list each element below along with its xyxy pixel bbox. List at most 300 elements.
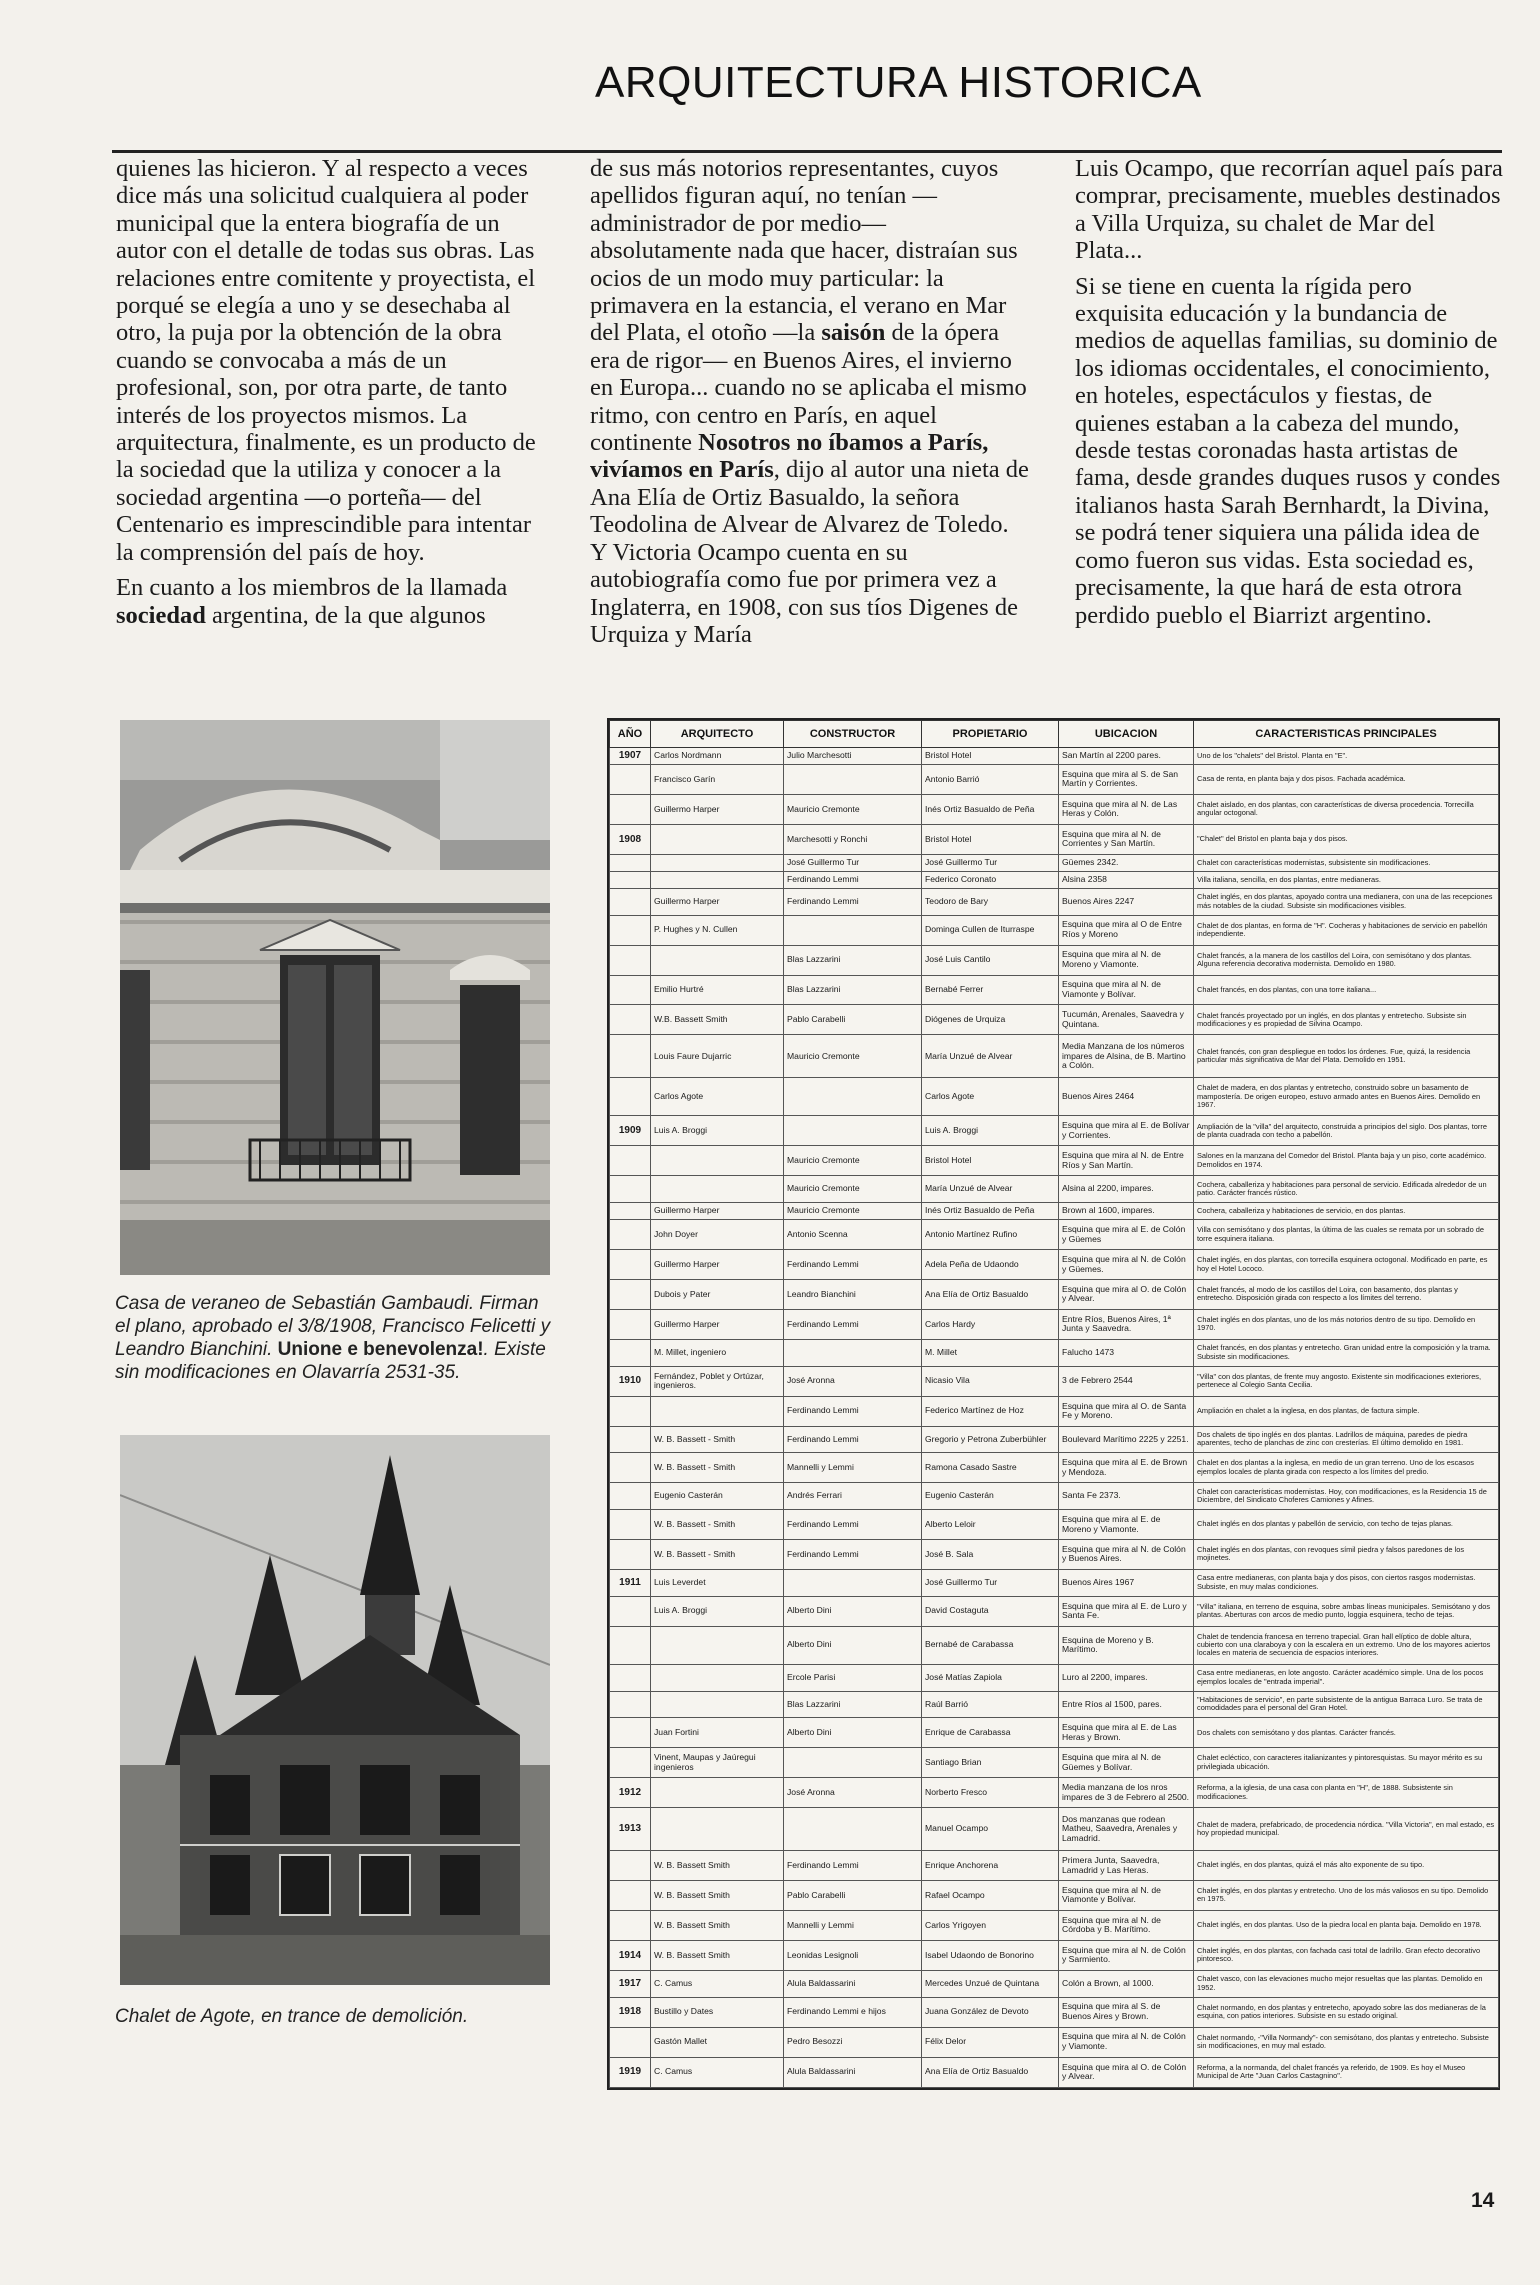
location-cell: Esquina que mira al N. de Güemes y Bolívar. (1059, 1748, 1194, 1778)
architect-cell (651, 1176, 784, 1203)
location-cell: 3 de Febrero 2544 (1059, 1366, 1194, 1396)
builder-cell: Marchesotti y Ronchi (784, 824, 922, 854)
paragraph: Si se tiene en cuenta la rígida pero exquisita educación y la bundancia de medios de aquellas familias, su dominio de los idiomas occidentales, el conocimiento, en hoteles, espectáculos y fiestas, de quienes estaban a la cabeza del mundo, desde testas coronadas hasta artistas de fama, desde grandes duques rusos y condes italianos hasta Sarah Bernhardt, la Divina, se podrá tener siquiera una pálida idea de como fueron sus vidas. Esta sociedad es, precisamente, la que hará de esta otrora perdido pueblo el Biarrizt argentino. (1075, 272, 1501, 629)
builder-cell: Blas Lazzarini (784, 945, 922, 975)
year-cell (610, 765, 651, 795)
owner-cell: David Costaguta (922, 1596, 1059, 1626)
year-cell (610, 1664, 651, 1691)
builder-cell: Alberto Dini (784, 1596, 922, 1626)
location-cell: Brown al 1600, impares. (1059, 1203, 1194, 1220)
features-cell: Chalet inglés, en dos plantas y entretecho. Uno de los más valiosos en su tipo. Demolido en 1975. (1194, 1880, 1499, 1910)
builder-cell: Mauricio Cremonte (784, 794, 922, 824)
table-row (610, 1596, 1499, 1626)
architect-cell: Guillermo Harper (651, 1250, 784, 1280)
location-cell: Luro al 2200, impares. (1059, 1664, 1194, 1691)
owner-cell: Bernabé de Carabassa (922, 1626, 1059, 1664)
year-cell (610, 854, 651, 871)
builder-cell (784, 915, 922, 945)
year-cell (610, 1880, 651, 1910)
architect-cell: Carlos Nordmann (651, 748, 784, 765)
year-cell (610, 1910, 651, 1940)
year-cell (610, 794, 651, 824)
owner-cell: Adela Peña de Udaondo (922, 1250, 1059, 1280)
table-row (610, 1748, 1499, 1778)
builder-cell (784, 1339, 922, 1366)
table-row (610, 1250, 1499, 1280)
owner-cell: Inés Ortiz Basualdo de Peña (922, 794, 1059, 824)
paragraph: quienes las hicieron. Y al respecto a veces dice más una solicitud cualquiera al poder municipal que la entera biografía de un autor con el detalle de todas sus obras. Las relaciones entre comitente y proyectista, el porqué se elegía a uno y se desechaba al otro, la puja por la obtención de la obra cuando se convocaba a más de un profesional, son, por otra parte, de tanto interés de los proyectos mismos. La arquitectura, finalmente, es un producto de la sociedad que la utiliza y conocer a la sociedad argentina —o porteña— del Centenario es imprescindible para intentar la comprensión del país de hoy. (116, 155, 536, 566)
year-cell (610, 1220, 651, 1250)
table-row (610, 1569, 1499, 1596)
architect-cell (651, 945, 784, 975)
table-row (610, 1808, 1499, 1851)
builder-cell: Blas Lazzarini (784, 1691, 922, 1718)
owner-cell: Alberto Leloir (922, 1510, 1059, 1540)
builder-cell (784, 765, 922, 795)
table-row (610, 1203, 1499, 1220)
features-cell: Cochera, caballeriza y habitaciones para personal de servicio. Edificada alrededor de un patio. Carácter francés rústico. (1194, 1176, 1499, 1203)
owner-cell: Ana Elía de Ortiz Basualdo (922, 2057, 1059, 2088)
table-row (610, 748, 1499, 765)
year-cell (610, 1176, 651, 1203)
table-row (610, 2027, 1499, 2057)
features-cell: Chalet francés, en dos plantas y entretecho. Gran unidad entre la composición y la trama. Subsiste sin modificaciones. (1194, 1339, 1499, 1366)
owner-cell: Dominga Cullen de Iturraspe (922, 915, 1059, 945)
location-cell: Esquina que mira al N. de Colón y Sarmiento. (1059, 1940, 1194, 1970)
architect-cell (651, 1691, 784, 1718)
builder-cell: Mauricio Cremonte (784, 1146, 922, 1176)
owner-cell: Bristol Hotel (922, 824, 1059, 854)
builder-cell: José Aronna (784, 1366, 922, 1396)
year-cell (610, 1078, 651, 1116)
owner-cell: José Guillermo Tur (922, 1569, 1059, 1596)
builder-cell: Ferdinando Lemmi (784, 1510, 922, 1540)
location-cell: Entre Ríos al 1500, pares. (1059, 1691, 1194, 1718)
table-row (610, 1280, 1499, 1310)
location-cell: Esquina que mira al S. de Buenos Aires y Brown. (1059, 1997, 1194, 2027)
features-cell: Chalet normando, en dos plantas y entretecho, apoyado sobre las dos medianeras de la esquina, con patios interiores. Subsiste en su estado original. (1194, 1997, 1499, 2027)
column-header: UBICACION (1059, 721, 1194, 748)
builder-cell: José Aronna (784, 1778, 922, 1808)
builder-cell: Ferdinando Lemmi e hijos (784, 1997, 922, 2027)
features-cell: Reforma, a la iglesia, de una casa con planta en "H", de 1888. Subsistente sin modificaciones. (1194, 1778, 1499, 1808)
architect-cell (651, 871, 784, 888)
owner-cell: Juana González de Devoto (922, 1997, 1059, 2027)
year-cell: 1914 (610, 1940, 651, 1970)
table-row (610, 1339, 1499, 1366)
architect-cell: W.B. Bassett Smith (651, 1005, 784, 1035)
table-row (610, 1997, 1499, 2027)
architect-cell (651, 824, 784, 854)
year-cell: 1918 (610, 1997, 651, 2027)
features-cell: Uno de los "chalets" del Bristol. Planta en "E". (1194, 748, 1499, 765)
architect-cell: C. Camus (651, 2057, 784, 2088)
year-cell (610, 1339, 651, 1366)
location-cell: Esquina que mira al E. de Brown y Mendoza. (1059, 1453, 1194, 1483)
year-cell (610, 1718, 651, 1748)
table-row (610, 888, 1499, 915)
table-header-row (610, 721, 1499, 748)
table-row (610, 915, 1499, 945)
column-header: AÑO (610, 721, 651, 748)
architect-cell: Guillermo Harper (651, 794, 784, 824)
builder-cell: Blas Lazzarini (784, 975, 922, 1005)
builder-cell: Ferdinando Lemmi (784, 1426, 922, 1453)
location-cell: Güemes 2342. (1059, 854, 1194, 871)
builder-cell: Ferdinando Lemmi (784, 1851, 922, 1881)
owner-cell: Bernabé Ferrer (922, 975, 1059, 1005)
table-row (610, 1940, 1499, 1970)
builder-cell: Antonio Scenna (784, 1220, 922, 1250)
features-cell: Chalet con características modernistas, subsistente sin modificaciones. (1194, 854, 1499, 871)
owner-cell: José Luis Cantilo (922, 945, 1059, 975)
architect-cell (651, 1778, 784, 1808)
features-cell: Casa entre medianeras, en lote angosto. Carácter académico simple. Una de los pocos ejemplos locales de "entrada imperial". (1194, 1664, 1499, 1691)
text-run: de la ópera era de rigor— en Buenos Aires, el invierno en Europa... cuando no se aplicaba el mismo ritmo, con centro en París, en aquel continente (590, 319, 1027, 457)
architecture-table (607, 718, 1500, 2090)
owner-cell: Diógenes de Urquiza (922, 1005, 1059, 1035)
builder-cell: Pablo Carabelli (784, 1005, 922, 1035)
column-header: ARQUITECTO (651, 721, 784, 748)
table-row (610, 1851, 1499, 1881)
builder-cell: Leandro Bianchini (784, 1280, 922, 1310)
table-row (610, 1146, 1499, 1176)
photo-caption-agote: Chalet de Agote, en trance de demolición. (115, 2006, 469, 2027)
location-cell: Tucumán, Arenales, Saavedra y Quintana. (1059, 1005, 1194, 1035)
year-cell (610, 1453, 651, 1483)
builder-cell: Ferdinando Lemmi (784, 1250, 922, 1280)
location-cell: Colón a Brown, al 1000. (1059, 1970, 1194, 1997)
table-row (610, 1718, 1499, 1748)
year-cell (610, 915, 651, 945)
page-title: ARQUITECTURA HISTORICA (595, 58, 1202, 107)
features-cell: Chalet francés, al modo de los castillos del Loira, con basamento, dos plantas y entretecho. Disposición girada con respecto a los límites del terreno. (1194, 1280, 1499, 1310)
features-cell: Dos chalets de tipo inglés en dos plantas. Ladrillos de máquina, paredes de piedra aparentes, techo de planchas de zinc con cresterías. El último demolido en 1981. (1194, 1426, 1499, 1453)
features-cell: Chalet de dos plantas, en forma de "H". Cocheras y habitaciones de servicio en pabellón independiente. (1194, 915, 1499, 945)
location-cell: Esquina que mira al E. de Bolívar y Corrientes. (1059, 1116, 1194, 1146)
header-rule (112, 150, 1502, 153)
builder-cell: Ferdinando Lemmi (784, 1539, 922, 1569)
architect-cell: Guillermo Harper (651, 1203, 784, 1220)
text-run: de sus más notorios representantes, cuyos apellidos figuran aquí, no tenían —administrador de por medio— absolutamente nada que hacer, distraían sus ocios de un modo muy particular: la primavera en la estancia, el verano en Mar del Plata, el otoño —la (590, 155, 1018, 347)
architect-cell (651, 1146, 784, 1176)
location-cell: Buenos Aires 2247 (1059, 888, 1194, 915)
owner-cell: Federico Coronato (922, 871, 1059, 888)
year-cell (610, 1250, 651, 1280)
features-cell: Chalet inglés en dos plantas, uno de los más notorios dentro de su tipo. Demolido en 1970. (1194, 1309, 1499, 1339)
table-row (610, 1910, 1499, 1940)
table-row (610, 1453, 1499, 1483)
owner-cell: Manuel Ocampo (922, 1808, 1059, 1851)
table-row (610, 1005, 1499, 1035)
year-cell (610, 1426, 651, 1453)
owner-cell: Federico Martínez de Hoz (922, 1396, 1059, 1426)
builder-cell: Ferdinando Lemmi (784, 888, 922, 915)
table-row (610, 1626, 1499, 1664)
location-cell: Esquina que mira al N. de Colón y Güemes. (1059, 1250, 1194, 1280)
features-cell: Reforma, a la normanda, del chalet francés ya referido, de 1909. Es hoy el Museo Municipal de Arte "Juan Carlos Castagnino". (1194, 2057, 1499, 2088)
owner-cell: Rafael Ocampo (922, 1880, 1059, 1910)
architect-cell (651, 854, 784, 871)
features-cell: Villa con semisótano y dos plantas, la última de las cuales se remata por un sobrado de torre esquinera italiana. (1194, 1220, 1499, 1250)
owner-cell: José B. Sala (922, 1539, 1059, 1569)
architect-cell: M. Millet, ingeniero (651, 1339, 784, 1366)
builder-cell: Alula Baldassarini (784, 2057, 922, 2088)
features-cell: Chalet aislado, en dos plantas, con características de diversa procedencia. Torrecilla angular octogonal. (1194, 794, 1499, 824)
owner-cell: M. Millet (922, 1339, 1059, 1366)
features-cell: Dos chalets con semisótano y dos plantas. Carácter francés. (1194, 1718, 1499, 1748)
table-row (610, 1176, 1499, 1203)
year-cell (610, 2027, 651, 2057)
location-cell: Santa Fe 2373. (1059, 1483, 1194, 1510)
table-row (610, 1778, 1499, 1808)
builder-cell: Pablo Carabelli (784, 1880, 922, 1910)
architect-cell: W. B. Bassett - Smith (651, 1453, 784, 1483)
builder-cell: Mauricio Cremonte (784, 1203, 922, 1220)
year-cell (610, 1035, 651, 1078)
owner-cell: Carlos Yrigoyen (922, 1910, 1059, 1940)
builder-cell: Ferdinando Lemmi (784, 1396, 922, 1426)
location-cell: Primera Junta, Saavedra, Lamadrid y Las Heras. (1059, 1851, 1194, 1881)
features-cell: Casa de renta, en planta baja y dos pisos. Fachada académica. (1194, 765, 1499, 795)
paragraph (590, 155, 1030, 648)
location-cell: Boulevard Marítimo 2225 y 2251. (1059, 1426, 1194, 1453)
text-run: argentina, de la que algunos (205, 601, 486, 629)
architect-cell: Gastón Mallet (651, 2027, 784, 2057)
architect-cell: Dubois y Pater (651, 1280, 784, 1310)
location-cell: Esquina que mira al O. de Colón y Alvear. (1059, 1280, 1194, 1310)
year-cell: 1917 (610, 1970, 651, 1997)
location-cell: Esquina que mira al N. de Córdoba y B. Marítimo. (1059, 1910, 1194, 1940)
builder-cell (784, 1569, 922, 1596)
features-cell: Chalet inglés, en dos plantas, con torrecilla esquinera octogonal. Modificado en parte, es hoy el Hotel Lococo. (1194, 1250, 1499, 1280)
features-cell: Chalet inglés, en dos plantas, apoyado contra una medianera, con una de las recepciones más notables de la ciudad. Subsiste sin modificaciones visibles. (1194, 888, 1499, 915)
table-row (610, 1664, 1499, 1691)
features-cell: Chalet de madera, en dos plantas y entretecho, construido sobre un basamento de mampostería. De origen europeo, estuvo armado antes en Buenos Aires. Demolido en 1967. (1194, 1078, 1499, 1116)
architect-cell (651, 1396, 784, 1426)
owner-cell: Enrique de Carabassa (922, 1718, 1059, 1748)
year-cell: 1907 (610, 748, 651, 765)
builder-cell: Ferdinando Lemmi (784, 1309, 922, 1339)
location-cell: Esquina que mira al N. de Corrientes y San Martín. (1059, 824, 1194, 854)
features-cell: Chalet inglés, en dos plantas, quizá el más alto exponente de su tipo. (1194, 1851, 1499, 1881)
year-cell (610, 1748, 651, 1778)
table-body (610, 748, 1499, 2088)
architect-cell: Bustillo y Dates (651, 1997, 784, 2027)
architect-cell: Carlos Agote (651, 1078, 784, 1116)
location-cell: Esquina que mira al N. de Viamonte y Bolívar. (1059, 1880, 1194, 1910)
column-header: PROPIETARIO (922, 721, 1059, 748)
location-cell: Alsina al 2200, impares. (1059, 1176, 1194, 1203)
text-run: En cuanto a los miembros de la llamada (116, 574, 508, 602)
features-cell: "Chalet" del Bristol en planta baja y dos pisos. (1194, 824, 1499, 854)
architect-cell: W. B. Bassett - Smith (651, 1510, 784, 1540)
table-row (610, 975, 1499, 1005)
table-row (610, 1220, 1499, 1250)
photo-gambaudi-house (120, 720, 550, 1275)
owner-cell: Ana Elía de Ortiz Basualdo (922, 1280, 1059, 1310)
features-cell: Chalet inglés, en dos plantas. Uso de la piedra local en planta baja. Demolido en 1978. (1194, 1910, 1499, 1940)
location-cell: Esquina que mira al N. de Entre Ríos y San Martín. (1059, 1146, 1194, 1176)
owner-cell: José Matías Zapiola (922, 1664, 1059, 1691)
table-row (610, 1483, 1499, 1510)
table-row (610, 1539, 1499, 1569)
location-cell: Esquina que mira al O de Entre Ríos y Moreno (1059, 915, 1194, 945)
features-cell: Ampliación de la "villa" del arquitecto, construida a principios del siglo. Dos plantas, torre de planta cuadrada con techo a pabellón. (1194, 1116, 1499, 1146)
photo-caption-gambaudi (115, 1292, 555, 1384)
builder-cell: Ercole Parisi (784, 1664, 922, 1691)
features-cell: Salones en la manzana del Comedor del Bristol. Planta baja y un piso, corte académico. Demolidos en 1974. (1194, 1146, 1499, 1176)
caption-bold: Unione e benevolenza! (277, 1339, 484, 1360)
architect-cell: Luis A. Broggi (651, 1596, 784, 1626)
year-cell (610, 1626, 651, 1664)
table-row (610, 1116, 1499, 1146)
column-header: CONSTRUCTOR (784, 721, 922, 748)
architect-cell: Guillermo Harper (651, 888, 784, 915)
features-cell: Villa italiana, sencilla, en dos plantas, entre medianeras. (1194, 871, 1499, 888)
bold-quote: Nosotros no íbamos a París, vivíamos en París (590, 429, 989, 484)
features-cell: Chalet ecléctico, con caracteres italianizantes y pintoresquistas. Su mayor mérito es su privilegiada ubicación. (1194, 1748, 1499, 1778)
year-cell (610, 1146, 651, 1176)
architect-cell: P. Hughes y N. Cullen (651, 915, 784, 945)
table-row (610, 1309, 1499, 1339)
builder-cell: Mannelli y Lemmi (784, 1910, 922, 1940)
builder-cell: Pedro Besozzi (784, 2027, 922, 2057)
owner-cell: Ramona Casado Sastre (922, 1453, 1059, 1483)
location-cell: Media manzana de los nros impares de 3 de Febrero al 2500. (1059, 1778, 1194, 1808)
builder-cell: José Guillermo Tur (784, 854, 922, 871)
location-cell: Esquina que mira al E. de Colón y Güemes (1059, 1220, 1194, 1250)
year-cell (610, 1203, 651, 1220)
features-cell: Chalet en dos plantas a la inglesa, en medio de un gran terreno. Uno de los escasos ejemplos locales de planta girada con respecto a los límites del predio. (1194, 1453, 1499, 1483)
text-column-2 (590, 155, 1030, 656)
owner-cell: Teodoro de Bary (922, 888, 1059, 915)
architect-cell: W. B. Bassett - Smith (651, 1426, 784, 1453)
features-cell: "Habitaciones de servicio", en parte subsistente de la antigua Barraca Luro. Se trata de comodidades para el personal del Gran Hotel. (1194, 1691, 1499, 1718)
year-cell: 1912 (610, 1778, 651, 1808)
owner-cell: Carlos Hardy (922, 1309, 1059, 1339)
features-cell: Chalet vasco, con las elevaciones mucho mejor resueltas que las plantas. Demolido en 1952. (1194, 1970, 1499, 1997)
owner-cell: Bristol Hotel (922, 748, 1059, 765)
builder-cell: Mannelli y Lemmi (784, 1453, 922, 1483)
year-cell (610, 888, 651, 915)
bold-text: sociedad (116, 601, 206, 629)
features-cell: Ampliación en chalet a la inglesa, en dos plantas, de factura simple. (1194, 1396, 1499, 1426)
table-row (610, 1510, 1499, 1540)
builder-cell: Andrés Ferrari (784, 1483, 922, 1510)
architect-cell: Vinent, Maupas y Jaúregui ingenieros (651, 1748, 784, 1778)
features-cell: Chalet francés, a la manera de los castillos del Loira, con semisótano y dos plantas. Alguna referencia decorativa modernista. Demolido en 1980. (1194, 945, 1499, 975)
builder-cell: Alula Baldassarini (784, 1970, 922, 1997)
paragraph (116, 574, 546, 629)
year-cell (610, 945, 651, 975)
location-cell: Esquina que mira al E. de Luro y Santa Fe. (1059, 1596, 1194, 1626)
owner-cell: Félix Delor (922, 2027, 1059, 2057)
architect-cell: Eugenio Casterán (651, 1483, 784, 1510)
caption-text: Casa de veraneo de Sebastián Gambaudi. Firman el plano, aprobado el 3/8/1908, Francisco Felicetti y Leandro Bianchini. (115, 1293, 551, 1360)
location-cell: Falucho 1473 (1059, 1339, 1194, 1366)
owner-cell: María Unzué de Alvear (922, 1176, 1059, 1203)
year-cell (610, 1309, 651, 1339)
owner-cell: Luis A. Broggi (922, 1116, 1059, 1146)
table-row (610, 794, 1499, 824)
table-row (610, 1970, 1499, 1997)
builder-cell: Leonidas Lesignoli (784, 1940, 922, 1970)
location-cell: Dos manzanas que rodean Matheu, Saavedra, Arenales y Lamadrid. (1059, 1808, 1194, 1851)
owner-cell: Carlos Agote (922, 1078, 1059, 1116)
builder-cell (784, 1116, 922, 1146)
table-row (610, 1078, 1499, 1116)
table-row (610, 945, 1499, 975)
features-cell: Chalet inglés en dos plantas y pabellón de servicio, con techo de tejas planas. (1194, 1510, 1499, 1540)
caption-text: . Existe sin modificaciones en Olavarría 2531-35. (115, 1339, 546, 1383)
features-cell: Chalet con características modernistas. Hoy, con modificaciones, es la Residencia 15 de Diciembre, del Sindicato Choferes Camiones y Afines. (1194, 1483, 1499, 1510)
architect-cell: W. B. Bassett Smith (651, 1940, 784, 1970)
year-cell (610, 1851, 651, 1881)
table-row (610, 824, 1499, 854)
table-row (610, 1691, 1499, 1718)
location-cell: Esquina que mira al N. de Viamonte y Bolívar. (1059, 975, 1194, 1005)
year-cell (610, 1596, 651, 1626)
photo-chalet-agote (120, 1435, 550, 1985)
text-run: , dijo al autor una nieta de Ana Elía de Ortiz Basualdo, la señora Teodolina de Alvear de Alvarez de Toledo. Y Victoria Ocampo cuenta en su autobiografía como fue por primera vez a Inglaterra, en 1908, con sus tíos Digenes de Urquiza y María (590, 456, 1029, 648)
location-cell: Media Manzana de los números impares de Alsina, de B. Martino a Colón. (1059, 1035, 1194, 1078)
year-cell (610, 1005, 651, 1035)
architect-cell: Luis Leverdet (651, 1569, 784, 1596)
location-cell: Buenos Aires 1967 (1059, 1569, 1194, 1596)
owner-cell: Isabel Udaondo de Bonorino (922, 1940, 1059, 1970)
location-cell: Esquina que mira al O. de Colón y Alvear. (1059, 2057, 1194, 2088)
features-cell: "Villa" con dos plantas, de frente muy angosto. Existente sin modificaciones exteriores, pertenece al Colegio Santa Cecilia. (1194, 1366, 1499, 1396)
location-cell: Esquina que mira al O. de Santa Fe y Moreno. (1059, 1396, 1194, 1426)
location-cell: Esquina que mira al N. de Colón y Buenos Aires. (1059, 1539, 1194, 1569)
architect-cell: John Doyer (651, 1220, 784, 1250)
location-cell: Esquina que mira al E. de Moreno y Viamonte. (1059, 1510, 1194, 1540)
location-cell: Esquina que mira al N. de Colón y Viamonte. (1059, 2027, 1194, 2057)
text-column-3 (1075, 155, 1505, 637)
architect-cell: C. Camus (651, 1970, 784, 1997)
architect-cell: Juan Fortini (651, 1718, 784, 1748)
table-row (610, 871, 1499, 888)
table-row (610, 1426, 1499, 1453)
location-cell: Esquina que mira al N. de Las Heras y Colón. (1059, 794, 1194, 824)
year-cell (610, 975, 651, 1005)
year-cell (610, 1280, 651, 1310)
features-cell: Chalet francés, con gran despliegue en todos los órdenes. Fue, quizá, la residencia particular más significativa de Mar del Plata. Demolido en 1951. (1194, 1035, 1499, 1078)
year-cell (610, 1510, 651, 1540)
builder-cell: Alberto Dini (784, 1718, 922, 1748)
owner-cell: Gregorio y Petrona Zuberbühler (922, 1426, 1059, 1453)
year-cell: 1919 (610, 2057, 651, 2088)
page-number: 14 (1471, 2189, 1495, 2212)
architect-cell: W. B. Bassett Smith (651, 1851, 784, 1881)
year-cell: 1911 (610, 1569, 651, 1596)
location-cell: Buenos Aires 2464 (1059, 1078, 1194, 1116)
features-cell: Casa entre medianeras, con planta baja y dos pisos, con ciertos rasgos modernistas. Subsiste, en muy malas condiciones. (1194, 1569, 1499, 1596)
bold-text: saisón (821, 319, 886, 347)
owner-cell: Bristol Hotel (922, 1146, 1059, 1176)
table-row (610, 1366, 1499, 1396)
year-cell: 1913 (610, 1808, 651, 1851)
owner-cell: María Unzué de Alvear (922, 1035, 1059, 1078)
builder-cell: Alberto Dini (784, 1626, 922, 1664)
builder-cell: Mauricio Cremonte (784, 1176, 922, 1203)
features-cell: Chalet francés, en dos plantas, con una torre italiana... (1194, 975, 1499, 1005)
architect-cell: W. B. Bassett - Smith (651, 1539, 784, 1569)
architect-cell (651, 1664, 784, 1691)
architect-cell (651, 1808, 784, 1851)
table-row (610, 765, 1499, 795)
